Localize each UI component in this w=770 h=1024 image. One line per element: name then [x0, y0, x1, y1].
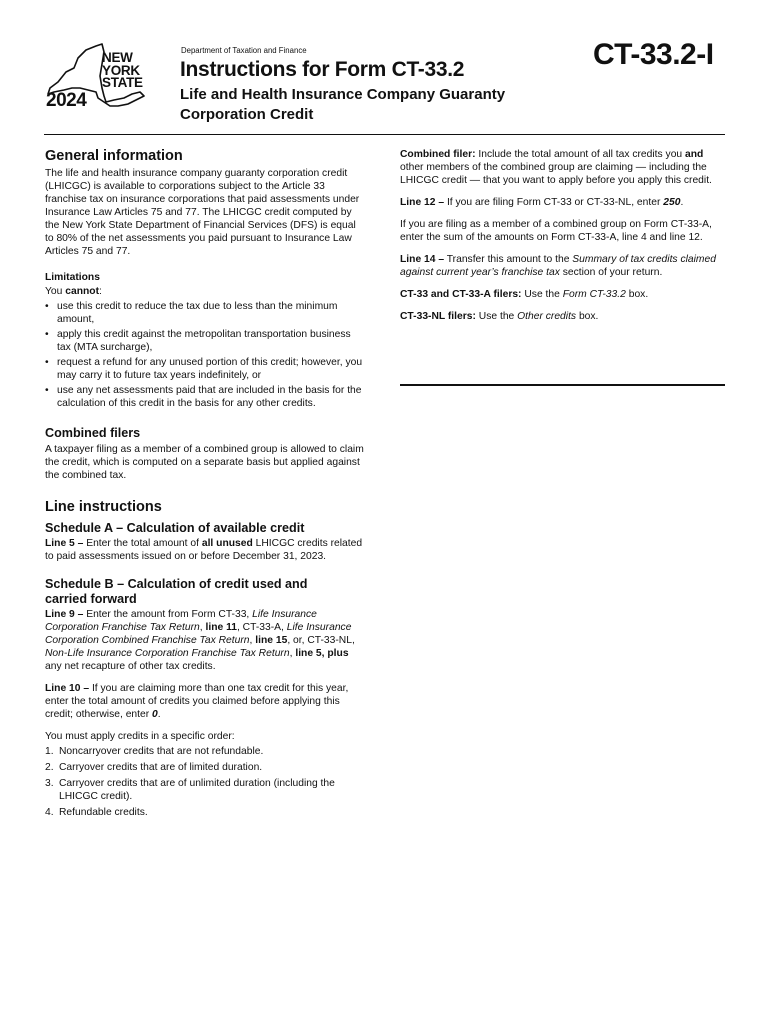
bullet-marker: •	[45, 357, 49, 368]
department-name: Department of Taxation and Finance	[181, 46, 307, 55]
combined-filers-text: A taxpayer filing as a member of a combined group is allowed to claim the credit, which is computed on a separate basis but applied against the combined tax.	[45, 444, 364, 481]
line-12-text	[400, 196, 726, 209]
ct33-filers-text	[400, 288, 726, 301]
bullet-marker: •	[45, 329, 49, 340]
line-12-label: Line 12 –	[400, 197, 445, 208]
line-5-text-b: all unused	[201, 538, 253, 549]
logo-line-state: STATE	[102, 75, 143, 90]
line-10-text	[45, 682, 367, 721]
line-5-label: Line 5 –	[45, 538, 84, 549]
line-5-text	[45, 537, 367, 563]
list-item	[45, 300, 367, 326]
line-9-text-j: Non-Life Insurance Corporation Franchise Tax Return	[45, 648, 290, 659]
line-10-label: Line 10 –	[45, 683, 90, 694]
line-14-label: Line 14 –	[400, 254, 445, 265]
general-information-text: The life and health insurance company guaranty corporation credit (LHICGC) is available to corporations subject to the Article 33 franchise tax on insurance corporations that paid assessments under Insurance Law Articles 75 and 77. The LHICGC credit computed by the New York State Department of Financial Services (DFS) is equal to 80% of the net assessments you paid pursuant to Insurance Law Articles 75 and 77.	[45, 168, 360, 257]
header-divider	[44, 134, 725, 135]
limitation-text: request a refund for any unused portion of this credit; however, you may carry it to future tax years indefinitely, or	[57, 357, 363, 381]
credit-order-list	[45, 745, 367, 819]
list-item	[45, 806, 367, 819]
logo-wordmark	[102, 52, 143, 90]
left-column	[45, 147, 367, 819]
line-5-text-a: Enter the total amount of	[83, 538, 202, 549]
line-9-text-b: Life Insurance Corporation Franchise Tax Return	[45, 609, 317, 633]
list-text: Noncarryover credits that are not refundable.	[59, 746, 264, 757]
subtitle-line-2: Corporation Credit	[180, 106, 314, 123]
bullet-marker: •	[45, 385, 49, 396]
ct33-filers-label: CT-33 and CT-33-A filers:	[400, 289, 522, 300]
general-information-heading: General information	[45, 148, 183, 164]
line-10-text-b: 0	[152, 709, 158, 720]
list-item	[45, 761, 367, 774]
list-text: Carryover credits that are of limited duration.	[59, 762, 263, 773]
line-instructions-heading: Line instructions	[45, 499, 162, 515]
line-5-text-c: LHICGC credits related to paid assessments issued on or before December 31, 2023.	[45, 538, 363, 562]
limitations-intro-bold: cannot	[65, 286, 100, 297]
form-code: CT-33.2-I	[593, 38, 714, 71]
combined-filer-text-b: and	[685, 149, 704, 160]
limitation-text: use this credit to reduce the tax due to less than the minimum amount,	[57, 301, 338, 325]
document-subtitle	[180, 85, 600, 125]
limitations-heading: Limitations	[45, 272, 100, 283]
bullet-marker: •	[45, 301, 49, 312]
limitations-intro-prefix: You	[45, 286, 66, 297]
list-text: Carryover credits that are of unlimited duration (including the LHICGC credit).	[59, 778, 335, 802]
line-14-text-c: section of your return.	[559, 267, 663, 278]
list-item	[45, 745, 367, 758]
schedule-b-heading	[45, 577, 367, 607]
schedule-b-heading-line-1: Schedule B – Calculation of credit used and	[45, 577, 308, 591]
list-number: 2.	[45, 762, 54, 773]
line-12-text-a: If you are filing Form CT-33 or CT-33-NL, enter	[444, 197, 664, 208]
schedule-b-heading-line-2: carried forward	[45, 592, 137, 606]
list-text: Refundable credits.	[59, 807, 148, 818]
line-9-label: Line 9 –	[45, 609, 84, 620]
ct33nl-filers-text-b: Other credits	[517, 311, 577, 322]
line-14-text	[400, 253, 726, 279]
list-number: 4.	[45, 807, 54, 818]
line-12-text-c: .	[680, 197, 684, 208]
schedule-a-heading: Schedule A – Calculation of available credit	[45, 521, 305, 535]
list-item	[45, 356, 367, 382]
limitations-list	[45, 300, 367, 410]
line-10-text-a: If you are claiming more than one tax credit for this year, enter the total amount of credits you claimed before applying this credit; otherwise, enter	[45, 683, 349, 720]
logo-line-york: YORK	[102, 62, 140, 78]
line-9-text	[45, 608, 367, 673]
line-12-combined-text: If you are filing as a member of a combined group on Form CT-33-A, enter the sum of the amounts on Form CT-33-A, line 4 and line 12.	[400, 219, 712, 243]
list-item	[45, 328, 367, 354]
list-number: 1.	[45, 746, 54, 757]
ct33nl-filers-text	[400, 310, 726, 323]
line-9-text-i: , or, CT-33-NL,	[287, 635, 355, 646]
ct33nl-filers-label: CT-33-NL filers:	[400, 311, 476, 322]
combined-filer-text-a: Include the total amount of all tax credits you	[475, 149, 686, 160]
line-9-text-l: line 5, plus	[295, 648, 349, 659]
line-10-text-c: .	[157, 709, 161, 720]
document-title: Instructions for Form CT-33.2	[180, 58, 465, 81]
list-number: 3.	[45, 778, 54, 789]
ct33nl-filers-text-a: Use the	[475, 311, 518, 322]
line-9-text-e: , CT-33-A,	[236, 622, 287, 633]
right-column-end-rule	[400, 384, 725, 386]
limitations-intro-suffix: :	[99, 286, 102, 297]
nys-logo	[44, 42, 156, 116]
line-14-text-a: Transfer this amount to the	[444, 254, 573, 265]
logo-line-new: NEW	[102, 50, 133, 65]
subtitle-line-1: Life and Health Insurance Company Guaranty	[180, 86, 506, 103]
combined-filer-text	[400, 148, 726, 187]
ct33-filers-text-b: Form CT-33.2	[562, 289, 626, 300]
line-12-text-b: 250	[663, 197, 681, 208]
line-14-text-b: Summary of tax credits claimed against current year’s franchise tax	[400, 254, 716, 278]
ct33-filers-text-c: box.	[625, 289, 649, 300]
line-9-text-m: any net recapture of other tax credits.	[45, 661, 216, 672]
credit-order-intro: You must apply credits in a specific order:	[45, 731, 235, 742]
combined-filer-label: Combined filer:	[400, 149, 476, 160]
right-column	[400, 148, 726, 323]
list-item	[45, 777, 367, 803]
combined-filer-text-c: other members of the combined group are claiming — including the LHICGC credit — that you want to apply before you apply this credit.	[400, 162, 712, 186]
ct33-filers-text-a: Use the	[521, 289, 563, 300]
line-9-text-a: Enter the amount from Form CT-33,	[83, 609, 253, 620]
line-9-text-c: ,	[199, 622, 206, 633]
line-9-text-h: line 15	[255, 635, 288, 646]
line-9-text-k: ,	[289, 648, 296, 659]
combined-filers-heading: Combined filers	[45, 426, 141, 440]
line-9-text-d: line 11	[205, 622, 237, 633]
limitation-text: use any net assessments paid that are included in the basis for the calculation of this credit in the basis for any other credits.	[57, 385, 362, 409]
limitation-text: apply this credit against the metropolitan transportation business tax (MTA surcharge),	[57, 329, 351, 353]
list-item	[45, 384, 367, 410]
limitations-intro	[45, 285, 367, 298]
ct33nl-filers-text-c: box.	[576, 311, 599, 322]
logo-year: 2024	[46, 90, 87, 111]
line-9-text-g: ,	[249, 635, 256, 646]
line-9-text-f: Life Insurance Corporation Combined Franchise Tax Return	[45, 622, 352, 646]
